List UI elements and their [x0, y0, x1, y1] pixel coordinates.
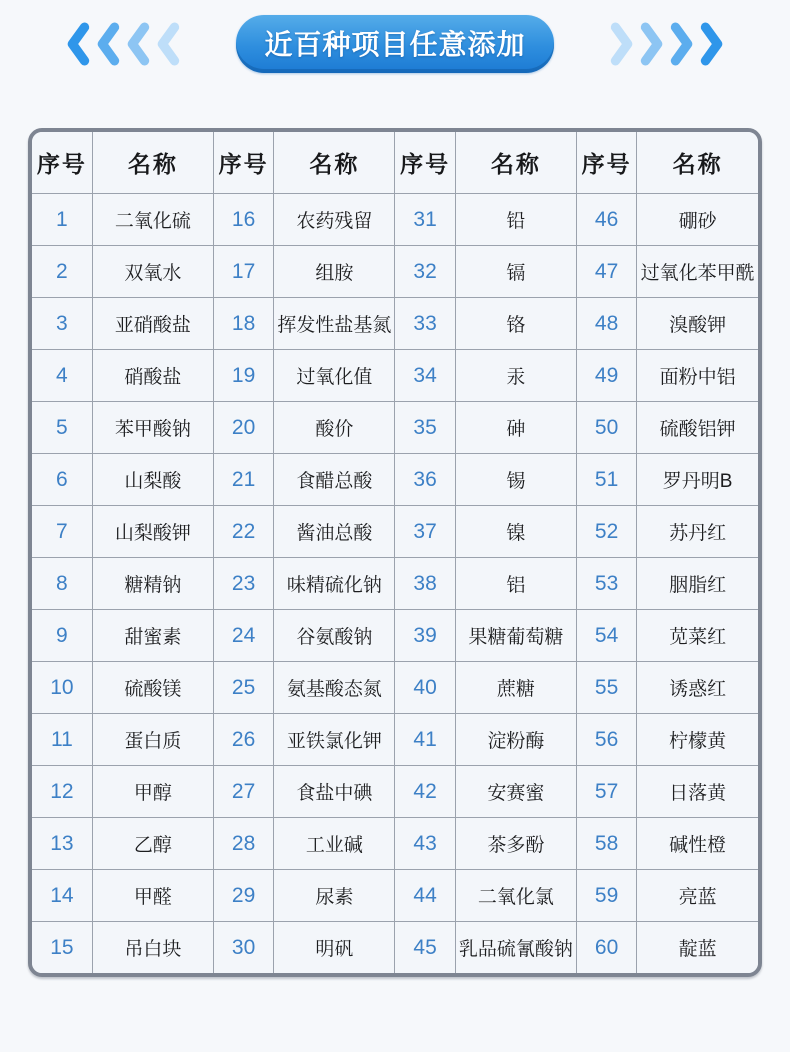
- item-number: 20: [213, 402, 273, 454]
- item-name: 柠檬黄: [637, 714, 758, 766]
- item-name: 过氧化苯甲酰: [637, 246, 758, 298]
- item-number: 31: [395, 194, 455, 246]
- item-number: 29: [213, 870, 273, 922]
- item-name: 亚铁氯化钾: [274, 714, 395, 766]
- item-name: 挥发性盐基氮: [274, 298, 395, 350]
- item-name: 甜蜜素: [92, 610, 213, 662]
- item-number: 19: [213, 350, 273, 402]
- item-name: 过氧化值: [274, 350, 395, 402]
- item-number: 3: [32, 298, 92, 350]
- table-row: [32, 558, 758, 610]
- item-name: 碱性橙: [637, 818, 758, 870]
- table-row: [32, 714, 758, 766]
- column-header-name: 名称: [274, 132, 395, 194]
- item-number: 35: [395, 402, 455, 454]
- item-number: 16: [213, 194, 273, 246]
- table-body: [32, 194, 758, 974]
- item-number: 33: [395, 298, 455, 350]
- banner-title: 近百种项目任意添加: [236, 15, 553, 73]
- table-row: [32, 662, 758, 714]
- item-number: 44: [395, 870, 455, 922]
- item-number: 18: [213, 298, 273, 350]
- chevron-left-icon: [64, 19, 92, 69]
- item-number: 1: [32, 194, 92, 246]
- item-number: 21: [213, 454, 273, 506]
- item-number: 9: [32, 610, 92, 662]
- table-row: [32, 350, 758, 402]
- item-number: 51: [576, 454, 636, 506]
- item-number: 27: [213, 766, 273, 818]
- item-number: 7: [32, 506, 92, 558]
- item-name: 果糖葡萄糖: [455, 610, 576, 662]
- item-number: 15: [32, 922, 92, 974]
- items-table: [32, 132, 758, 973]
- item-name: 乙醇: [92, 818, 213, 870]
- item-number: 34: [395, 350, 455, 402]
- item-number: 57: [576, 766, 636, 818]
- item-name: 工业碱: [274, 818, 395, 870]
- item-name: 蛋白质: [92, 714, 213, 766]
- item-number: 49: [576, 350, 636, 402]
- item-number: 43: [395, 818, 455, 870]
- item-name: 蔗糖: [455, 662, 576, 714]
- item-number: 6: [32, 454, 92, 506]
- item-name: 甲醇: [92, 766, 213, 818]
- item-name: 锡: [455, 454, 576, 506]
- item-name: 铅: [455, 194, 576, 246]
- item-number: 24: [213, 610, 273, 662]
- item-number: 45: [395, 922, 455, 974]
- item-name: 山梨酸: [92, 454, 213, 506]
- item-number: 25: [213, 662, 273, 714]
- item-number: 14: [32, 870, 92, 922]
- item-number: 52: [576, 506, 636, 558]
- item-number: 47: [576, 246, 636, 298]
- item-number: 12: [32, 766, 92, 818]
- item-number: 23: [213, 558, 273, 610]
- item-name: 面粉中铝: [637, 350, 758, 402]
- item-name: 胭脂红: [637, 558, 758, 610]
- item-name: 铝: [455, 558, 576, 610]
- item-name: 苏丹红: [637, 506, 758, 558]
- item-number: 8: [32, 558, 92, 610]
- item-name: 组胺: [274, 246, 395, 298]
- item-number: 5: [32, 402, 92, 454]
- table-row: [32, 870, 758, 922]
- item-number: 54: [576, 610, 636, 662]
- table-row: [32, 298, 758, 350]
- item-name: 铬: [455, 298, 576, 350]
- column-header-number: 序号: [213, 132, 273, 194]
- table-row: [32, 506, 758, 558]
- column-header-name: 名称: [455, 132, 576, 194]
- item-name: 淀粉酶: [455, 714, 576, 766]
- column-header-number: 序号: [32, 132, 92, 194]
- item-name: 食盐中碘: [274, 766, 395, 818]
- column-header-name: 名称: [637, 132, 758, 194]
- item-number: 39: [395, 610, 455, 662]
- chevron-left-icon: [94, 19, 122, 69]
- item-name: 镉: [455, 246, 576, 298]
- item-number: 42: [395, 766, 455, 818]
- item-name: 硫酸镁: [92, 662, 213, 714]
- column-header-number: 序号: [576, 132, 636, 194]
- item-name: 硼砂: [637, 194, 758, 246]
- item-name: 二氧化硫: [92, 194, 213, 246]
- item-number: 13: [32, 818, 92, 870]
- header-banner: [0, 0, 790, 80]
- table-header-row: [32, 132, 758, 194]
- item-name: 硫酸铝钾: [637, 402, 758, 454]
- chevron-right-icon: [698, 19, 726, 69]
- item-name: 日落黄: [637, 766, 758, 818]
- table-row: [32, 818, 758, 870]
- item-number: 36: [395, 454, 455, 506]
- item-name: 靛蓝: [637, 922, 758, 974]
- item-name: 乳品硫氰酸钠: [455, 922, 576, 974]
- item-number: 60: [576, 922, 636, 974]
- item-number: 30: [213, 922, 273, 974]
- item-number: 48: [576, 298, 636, 350]
- item-number: 46: [576, 194, 636, 246]
- item-name: 氨基酸态氮: [274, 662, 395, 714]
- item-name: 苯甲酸钠: [92, 402, 213, 454]
- item-name: 酱油总酸: [274, 506, 395, 558]
- chevron-right-icon: [638, 19, 666, 69]
- item-number: 26: [213, 714, 273, 766]
- item-number: 40: [395, 662, 455, 714]
- item-number: 32: [395, 246, 455, 298]
- item-name: 亮蓝: [637, 870, 758, 922]
- item-number: 17: [213, 246, 273, 298]
- items-table-container: [28, 128, 762, 977]
- item-number: 37: [395, 506, 455, 558]
- left-chevrons: [64, 19, 182, 69]
- item-name: 糖精钠: [92, 558, 213, 610]
- item-number: 50: [576, 402, 636, 454]
- item-name: 安赛蜜: [455, 766, 576, 818]
- chevron-left-icon: [124, 19, 152, 69]
- right-chevrons: [608, 19, 726, 69]
- item-number: 4: [32, 350, 92, 402]
- table-row: [32, 246, 758, 298]
- table-row: [32, 766, 758, 818]
- item-name: 山梨酸钾: [92, 506, 213, 558]
- item-number: 28: [213, 818, 273, 870]
- item-name: 农药残留: [274, 194, 395, 246]
- table-row: [32, 402, 758, 454]
- item-number: 22: [213, 506, 273, 558]
- item-name: 溴酸钾: [637, 298, 758, 350]
- item-number: 59: [576, 870, 636, 922]
- column-header-name: 名称: [92, 132, 213, 194]
- item-name: 亚硝酸盐: [92, 298, 213, 350]
- item-name: 汞: [455, 350, 576, 402]
- item-name: 茶多酚: [455, 818, 576, 870]
- item-name: 二氧化氯: [455, 870, 576, 922]
- item-number: 10: [32, 662, 92, 714]
- item-name: 诱惑红: [637, 662, 758, 714]
- item-number: 2: [32, 246, 92, 298]
- item-number: 55: [576, 662, 636, 714]
- item-name: 味精硫化钠: [274, 558, 395, 610]
- chevron-left-icon: [154, 19, 182, 69]
- item-number: 53: [576, 558, 636, 610]
- item-name: 砷: [455, 402, 576, 454]
- item-name: 尿素: [274, 870, 395, 922]
- item-number: 38: [395, 558, 455, 610]
- item-name: 谷氨酸钠: [274, 610, 395, 662]
- item-number: 41: [395, 714, 455, 766]
- item-number: 56: [576, 714, 636, 766]
- chevron-right-icon: [608, 19, 636, 69]
- table-row: [32, 194, 758, 246]
- item-number: 58: [576, 818, 636, 870]
- item-name: 甲醛: [92, 870, 213, 922]
- item-name: 苋菜红: [637, 610, 758, 662]
- table-row: [32, 454, 758, 506]
- chevron-right-icon: [668, 19, 696, 69]
- item-name: 双氧水: [92, 246, 213, 298]
- item-name: 食醋总酸: [274, 454, 395, 506]
- item-name: 明矾: [274, 922, 395, 974]
- item-name: 镍: [455, 506, 576, 558]
- item-name: 罗丹明B: [637, 454, 758, 506]
- table-row: [32, 610, 758, 662]
- item-name: 酸价: [274, 402, 395, 454]
- column-header-number: 序号: [395, 132, 455, 194]
- item-name: 吊白块: [92, 922, 213, 974]
- table-row: [32, 922, 758, 974]
- item-name: 硝酸盐: [92, 350, 213, 402]
- item-number: 11: [32, 714, 92, 766]
